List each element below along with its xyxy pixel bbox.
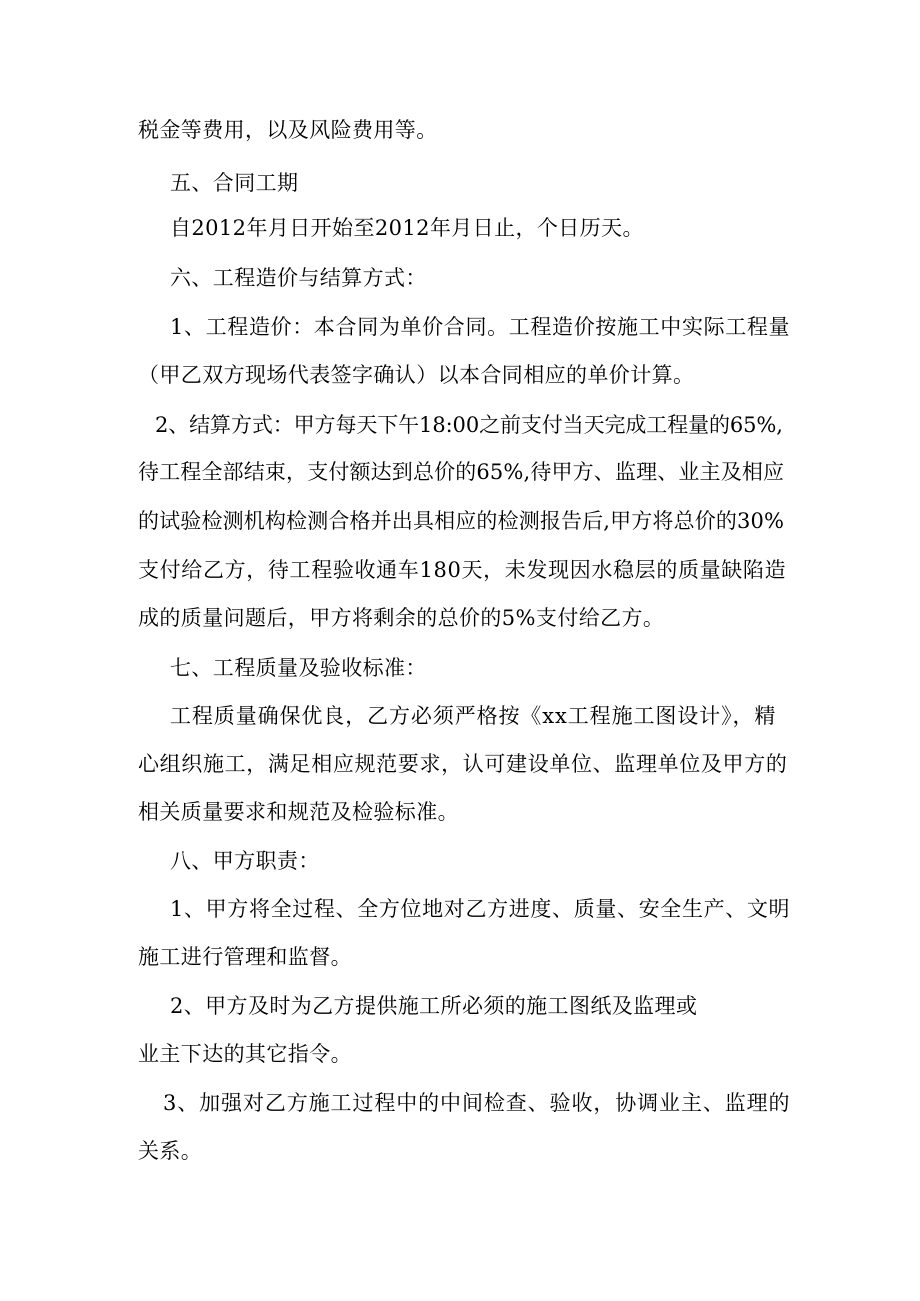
section-heading-party-a-duties: 八、甲方职责： [170, 849, 320, 873]
section-heading-quality-standard: 七、工程质量及验收标准： [170, 656, 427, 680]
paragraph-line: 工程质量确保优良，乙方必须严格按《xx工程施工图设计》，精 [170, 704, 777, 728]
paragraph-line: 施工进行管理和监督。 [138, 945, 352, 969]
paragraph-line: 业主下达的其它指令。 [138, 1042, 352, 1066]
section-heading-cost-settlement: 六、工程造价与结算方式： [170, 266, 427, 290]
paragraph-line: 的试验检测机构检测合格并出具相应的检测报告后,甲方将总价的30% [138, 509, 785, 533]
section-heading-contract-period: 五、合同工期 [170, 171, 299, 195]
paragraph-line: 1、工程造价：本合同为单价合同。工程造价按施工中实际工程量 [170, 315, 791, 339]
paragraph-line: 关系。 [138, 1139, 203, 1163]
paragraph-line: 税金等费用，以及风险费用等。 [138, 118, 438, 142]
paragraph-line: 心组织施工，满足相应规范要求，认可建设单位、监理单位及甲方的 [138, 752, 788, 776]
paragraph-line: 自2012年月日开始至2012年月日止，个日历天。 [170, 216, 644, 240]
paragraph-line: 支付给乙方，待工程验收通车180天，未发现因水稳层的质量缺陷造 [138, 558, 787, 582]
paragraph-line: 1、甲方将全过程、全方位地对乙方进度、质量、安全生产、文明 [170, 897, 791, 921]
paragraph-line: 相关质量要求和规范及检验标准。 [138, 800, 459, 824]
paragraph-line: 待工程全部结束，支付额达到总价的65%,待甲方、监理、业主及相应 [138, 460, 785, 484]
paragraph-line: （甲乙双方现场代表签字确认）以本合同相应的单价计算。 [138, 363, 695, 387]
paragraph-line: 2、甲方及时为乙方提供施工所必须的施工图纸及监理或 [170, 994, 698, 1018]
paragraph-line: 成的质量问题后，甲方将剩余的总价的5%支付给乙方。 [138, 606, 665, 630]
paragraph-line: 2、结算方式：甲方每天下午18:00之前支付当天完成工程量的65%, [155, 413, 783, 437]
paragraph-line: 3、加强对乙方施工过程中的中间检查、验收，协调业主、监理的 [163, 1091, 791, 1115]
